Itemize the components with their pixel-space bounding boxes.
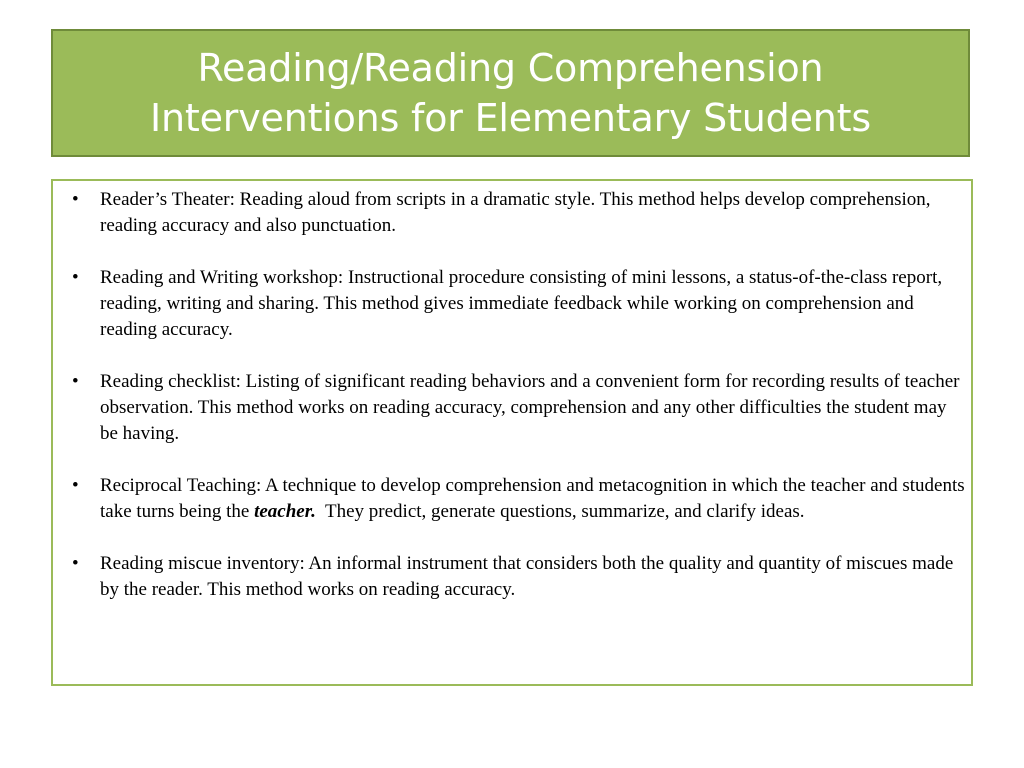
content-box [51, 179, 973, 686]
bullet-text: Reading and Writing workshop: Instructional procedure consisting of mini lessons, a status-of-the-class report, reading, writing and sharing. This method gives immediate feedback while working on comprehension and reading accuracy. [100, 267, 943, 340]
title-box [51, 29, 970, 157]
bullet-text-before: Reciprocal Teaching: A technique to develop comprehension and metacognition in which the teacher and students take turns being the [100, 475, 965, 522]
bullet-icon: • [72, 267, 79, 288]
slide-title-line-2: Interventions for Elementary Students [150, 96, 871, 140]
bullet-icon: • [72, 371, 79, 392]
bullet-item-reading-checklist [65, 369, 965, 447]
bullet-item-reciprocal-teaching [65, 473, 965, 525]
bullet-icon: • [72, 189, 79, 210]
bullet-icon: • [72, 553, 79, 574]
slide-title [150, 43, 871, 143]
bullet-emphasis: teacher. [254, 501, 316, 522]
bullet-item-reading-miscue-inventory [65, 551, 965, 603]
bullet-text: Reading miscue inventory: An informal instrument that considers both the quality and quantity of miscues made by the reader. This method works on reading accuracy. [100, 553, 954, 600]
slide-title-line-1: Reading/Reading Comprehension [197, 46, 824, 90]
bullet-text-after: They predict, generate questions, summarize, and clarify ideas. [315, 501, 805, 522]
bullet-item-readers-theater [65, 187, 965, 239]
bullet-icon: • [72, 475, 79, 496]
bullet-item-reading-writing-workshop [65, 265, 965, 343]
bullet-list [65, 187, 965, 603]
bullet-text: Reading checklist: Listing of significant reading behaviors and a convenient form for recording results of teacher observation. This method works on reading accuracy, comprehension and any other difficulties the student may be having. [100, 371, 960, 444]
bullet-text: Reader’s Theater: Reading aloud from scripts in a dramatic style. This method helps develop comprehension, reading accuracy and also punctuation. [100, 189, 931, 236]
